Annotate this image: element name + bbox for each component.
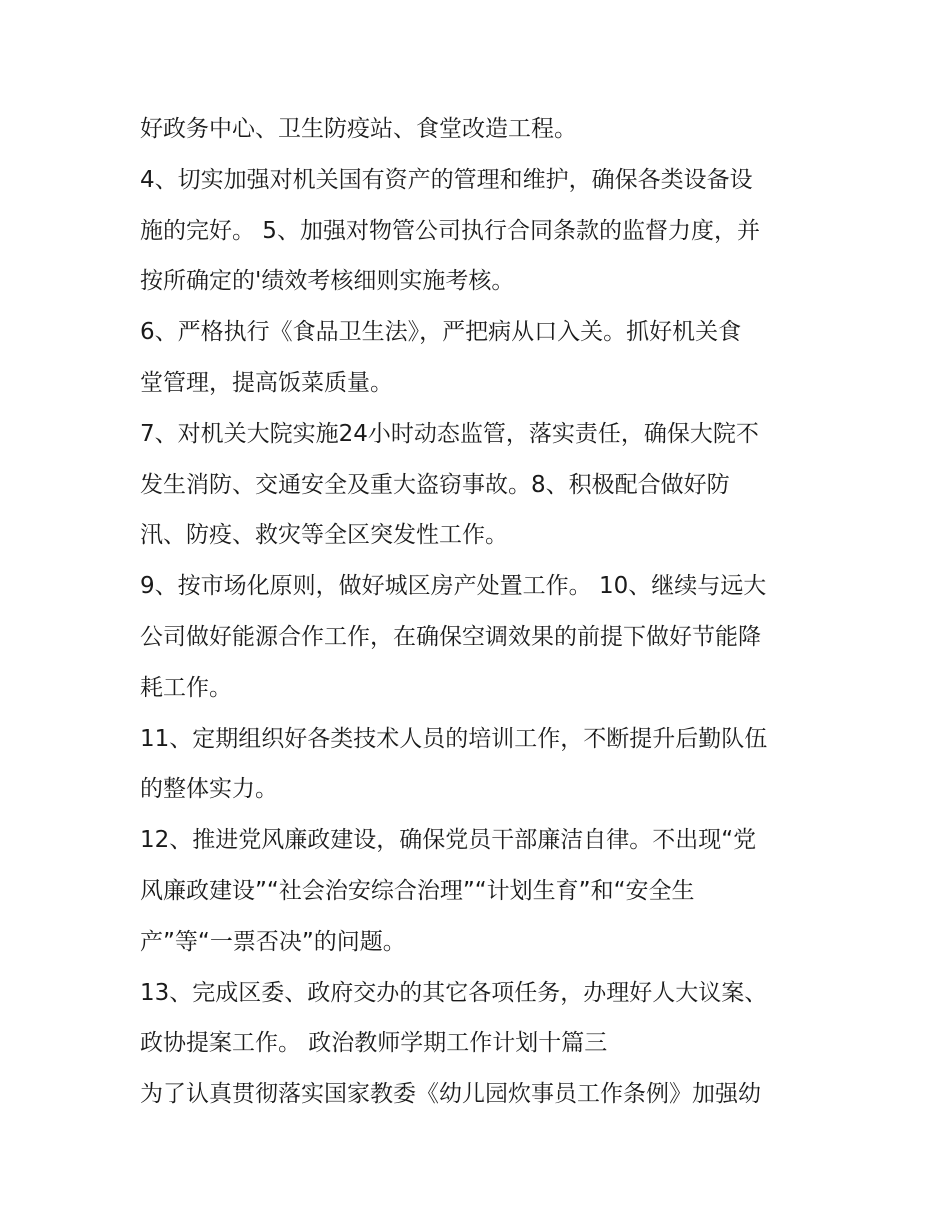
text-line: 4、切实加强对机关国有资产的管理和维护，确保各类设备设 [140, 166, 753, 193]
text-line: 产”等“一票否决”的问题。 [140, 928, 406, 955]
text-line: 耗工作。 [140, 674, 232, 701]
text-line: 6、严格执行《食品卫生法》，严把病从口入关。抓好机关食 [140, 319, 742, 346]
text-line: 为了认真贯彻落实国家教委《幼儿园炊事员工作条例》加强幼 [140, 1081, 761, 1108]
text-line: 13、完成区委、政府交办的其它各项任务，办理好人大议案、 [140, 979, 768, 1006]
text-line: 12、推进党风廉政建设，确保党员干部廉洁自律。不出现“党 [140, 827, 757, 854]
text-line: 风廉政建设”“社会治安综合治理”“计划生育”和“安全生 [140, 877, 695, 904]
text-line: 公司做好能源合作工作，在确保空调效果的前提下做好节能降 [140, 623, 761, 650]
document-body [140, 104, 820, 1120]
text-line: 9、按市场化原则，做好城区房产处置工作。 10、继续与远大 [140, 573, 767, 600]
text-line: 的整体实力。 [140, 776, 278, 803]
text-line: 堂管理，提高饭菜质量。 [140, 369, 393, 396]
text-line: 发生消防、交通安全及重大盗窃事故。8、积极配合做好防 [140, 471, 730, 498]
text-line: 7、对机关大院实施24小时动态监管，落实责任，确保大院不 [140, 420, 759, 447]
text-line: 政协提案工作。 政治教师学期工作计划十篇三 [140, 1030, 608, 1057]
text-line: 汛、防疫、救灾等全区突发性工作。 [140, 522, 508, 549]
text-line: 施的完好。 5、加强对物管公司执行合同条款的监督力度，并 [140, 217, 760, 244]
text-line: 好政务中心、卫生防疫站、食堂改造工程。 [140, 116, 577, 142]
text-line: 按所确定的'绩效考核细则实施考核。 [140, 268, 515, 295]
text-line: 11、定期组织好各类技术人员的培训工作，不断提升后勤队伍 [140, 725, 768, 752]
